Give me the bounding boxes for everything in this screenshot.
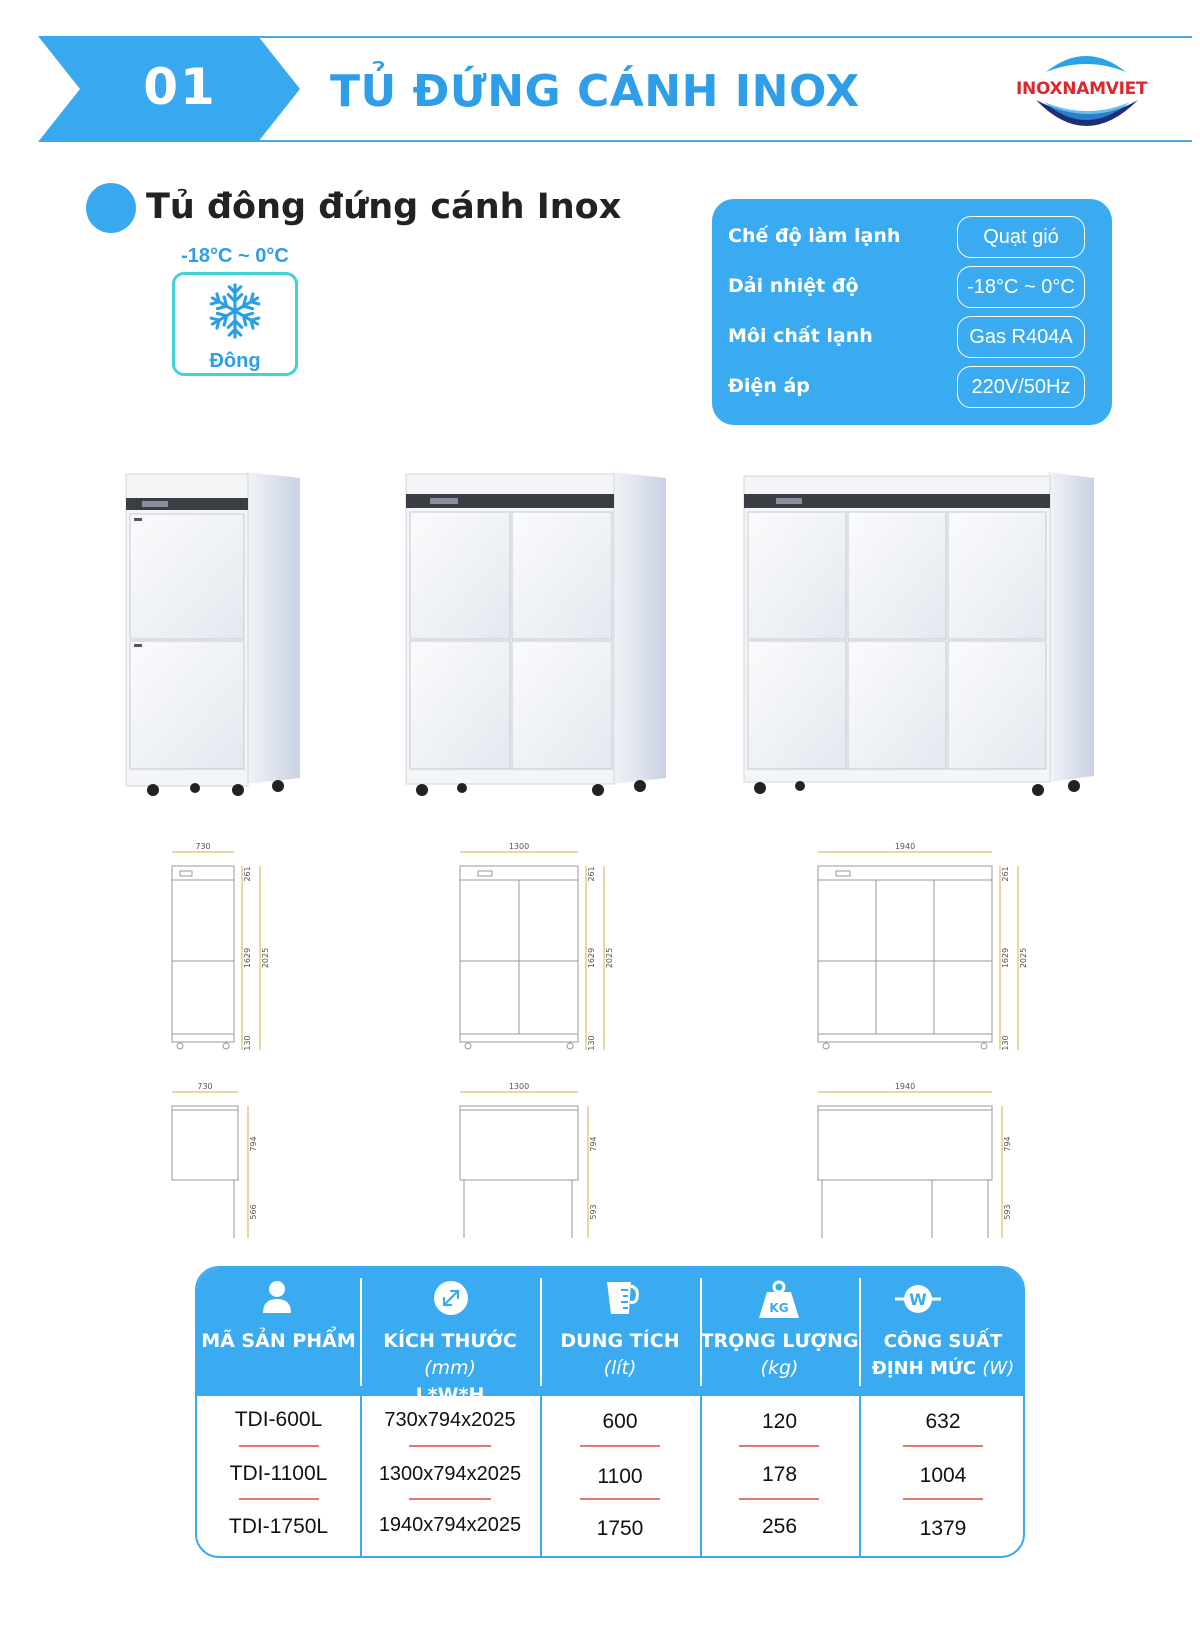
header-label: TRỌNG LƯỢNG [700,1330,859,1352]
product-spec-table [195,1266,1025,1558]
dim-top: 261 [1001,866,1010,882]
header-label: CÔNG SUẤT [883,1331,1003,1352]
table-cell-power: 1379 [919,1517,967,1540]
temperature-range: -18°C ~ 0°C [181,245,289,267]
front-drawing-730 [160,838,290,1058]
table-cell-code: TDI-600L [234,1408,323,1431]
table-cell-code: TDI-1750L [228,1515,329,1538]
watt-icon [893,1282,943,1316]
row-separator [739,1498,819,1500]
page-title: TỦ ĐỨNG CÁNH INOX [330,66,860,117]
row-separator [409,1445,491,1447]
dim-width: 1940 [894,1082,916,1091]
header-label-2: L*W*H [415,1384,485,1406]
row-separator [409,1498,491,1500]
spec-value-cooling: Quạt gió [957,216,1085,258]
header-label: KÍCH THƯỚC [383,1330,517,1352]
dim-top: 261 [587,866,596,882]
top-drawing-1940 [812,1078,1030,1246]
header-power [859,1328,1025,1382]
table-cell-dimensions: 730x794x2025 [384,1409,516,1431]
kg-weight-icon [757,1280,801,1320]
row-separator [580,1445,660,1447]
dim-inner: 1629 [1001,947,1010,969]
row-separator [239,1445,319,1447]
spec-value-voltage: 220V/50Hz [957,366,1085,408]
dim-leg: 566 [249,1204,258,1220]
spec-value-refrigerant: Gas R404A [957,316,1085,358]
table-cell-code: TDI-1100L [229,1462,328,1485]
dim-leg: 593 [1003,1204,1012,1220]
header-label: MÃ SẢN PHẨM [201,1330,356,1352]
measuring-cup-icon [601,1278,641,1318]
table-cell-capacity: 1750 [596,1517,644,1540]
dim-width: 1940 [894,842,916,851]
snowflake-icon [206,282,264,340]
table-cell-dimensions: 1300x794x2025 [378,1463,522,1485]
dim-height: 2025 [605,947,614,969]
dim-top: 261 [243,866,252,882]
dim-width: 730 [195,842,211,851]
spec-label-cooling: Chế độ làm lạnh [728,225,901,247]
row-separator [903,1498,983,1500]
header-unit: (W) [982,1358,1015,1379]
front-drawing-1300 [452,838,630,1058]
dim-depth: 794 [589,1136,598,1152]
dim-base: 130 [243,1035,252,1051]
top-drawing-1300 [452,1078,612,1246]
dim-height: 2025 [1019,947,1028,969]
freeze-mode-label: Đông [209,350,261,372]
dim-depth: 794 [249,1136,258,1152]
table-cell-power: 1004 [919,1464,967,1487]
subtitle-bullet [86,183,136,233]
table-cell-capacity: 1100 [597,1465,643,1488]
header-unit: (kg) [760,1357,799,1379]
header-unit: (mm) [424,1357,476,1379]
table-cell-capacity: 600 [602,1410,638,1433]
dim-depth: 794 [1003,1136,1012,1152]
dim-base: 130 [587,1035,596,1051]
header-weight [700,1328,859,1382]
brand-logo-text: INOXNAMVIET [1016,79,1148,99]
dim-inner: 1629 [243,947,252,969]
dim-inner: 1629 [587,947,596,969]
product-subtitle: Tủ đông đứng cánh Inox [146,187,622,227]
dim-base: 130 [1001,1035,1010,1051]
dim-leg: 593 [589,1204,598,1220]
top-drawing-730 [160,1078,280,1246]
dim-width: 1300 [508,1082,530,1091]
row-separator [739,1445,819,1447]
kg-icon-text: KG [769,1301,789,1315]
spec-label-refrigerant: Môi chất lạnh [728,325,873,347]
table-cell-dimensions: 1940x794x2025 [378,1514,522,1536]
header-dimensions [360,1328,540,1409]
table-cell-weight: 256 [761,1515,798,1538]
header-unit: (lít) [603,1357,637,1379]
row-separator [903,1445,983,1447]
dim-width: 1300 [508,842,530,851]
table-cell-weight: 178 [761,1463,798,1486]
dim-width: 730 [197,1082,213,1091]
section-number: 01 [143,58,217,116]
header-label: DUNG TÍCH [560,1330,680,1352]
header-product-code [197,1328,360,1355]
row-separator [580,1498,660,1500]
header-label-2: ĐỊNH MỨC [871,1358,977,1379]
product-image-6-door [738,470,1098,810]
user-icon [261,1280,293,1314]
front-drawing-1940 [812,838,1044,1058]
spec-label-voltage: Điện áp [728,375,810,397]
product-image-4-door [400,470,670,810]
spec-label-temperature: Dải nhiệt độ [728,275,859,297]
header-top-rule [258,36,1192,38]
header-capacity [540,1328,700,1382]
resize-arrows-icon [433,1280,469,1316]
table-cell-power: 632 [925,1410,961,1433]
spec-value-temperature: -18°C ~ 0°C [957,266,1085,308]
product-image-2-door [120,470,310,810]
table-cell-weight: 120 [761,1410,798,1433]
row-separator [239,1498,319,1500]
watt-icon-text: W [909,1290,927,1309]
dim-height: 2025 [261,947,270,969]
